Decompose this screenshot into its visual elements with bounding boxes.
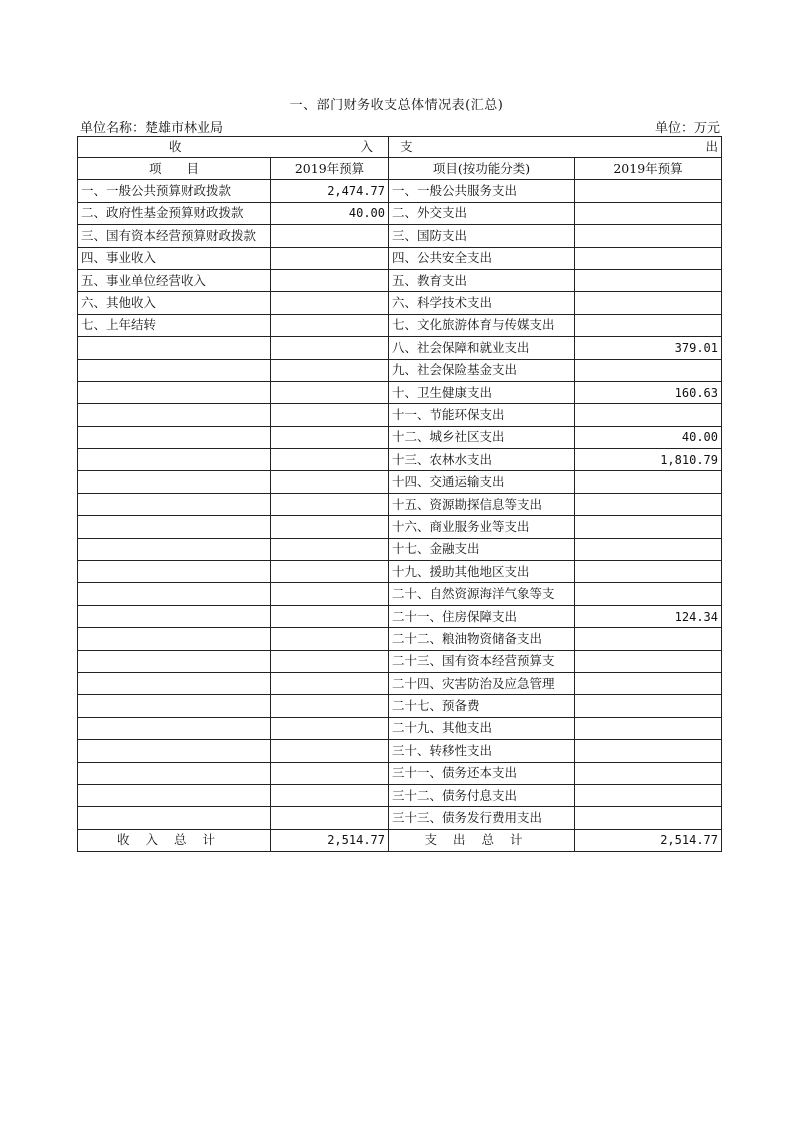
table-row [78,426,722,448]
expense-value-cell [575,269,722,291]
income-item-cell: 五、事业单位经营收入 [78,269,271,291]
table-row [78,807,722,829]
expense-item-cell: 三十三、债务发行费用支出 [389,807,575,829]
income-total-label: 收入总计 [78,829,271,851]
income-item-cell [78,784,271,806]
expense-item-cell: 五、教育支出 [389,269,575,291]
expense-item-cell: 一、一般公共服务支出 [389,180,575,202]
expense-item-cell: 七、文化旅游体育与传媒支出 [389,314,575,336]
income-item-cell: 七、上年结转 [78,314,271,336]
expense-value-cell [575,202,722,224]
table-row [78,516,722,538]
income-item-cell [78,381,271,403]
income-value-cell [271,493,389,515]
income-item-cell [78,628,271,650]
income-item-cell [78,493,271,515]
income-item-cell [78,672,271,694]
income-value-cell [271,359,389,381]
col-header-item: 项 目 [78,158,271,180]
expense-value-cell [575,404,722,426]
income-value-cell [271,538,389,560]
table-row [78,605,722,627]
income-item-cell [78,426,271,448]
table-row [78,381,722,403]
table-row [78,672,722,694]
income-value-cell [271,381,389,403]
income-item-cell [78,807,271,829]
income-item-cell: 一、一般公共预算财政拨款 [78,180,271,202]
table-row [78,314,722,336]
expense-value-cell [575,740,722,762]
expense-item-cell: 四、公共安全支出 [389,247,575,269]
table-row [78,449,722,471]
expense-item-cell: 十一、节能环保支出 [389,404,575,426]
expense-item-cell: 八、社会保障和就业支出 [389,337,575,359]
unit-name: 单位名称：楚雄市林业局 [80,121,224,136]
expense-item-cell: 三十二、债务付息支出 [389,784,575,806]
currency-unit: 单位：万元 [654,121,720,136]
table-row [78,784,722,806]
col-header-expense-budget: 2019年预算 [575,158,722,180]
expense-value-cell: 379.01 [575,337,722,359]
expense-item-cell: 十六、商业服务业等支出 [389,516,575,538]
income-value-cell [271,784,389,806]
income-header-char-1: 收 [169,139,182,154]
table-row [78,493,722,515]
table-row [78,359,722,381]
expense-value-cell [575,650,722,672]
income-value-cell [271,426,389,448]
expense-value-cell [575,292,722,314]
income-value-cell [271,628,389,650]
header-row-columns [78,158,722,180]
budget-table [77,136,722,852]
expense-value-cell [575,583,722,605]
income-value-cell [271,672,389,694]
expense-item-cell: 二、外交支出 [389,202,575,224]
expense-value-cell [575,180,722,202]
income-item-cell [78,516,271,538]
page-title: 一、部门财务收支总体情况表(汇总) [289,98,504,113]
income-value-cell [271,314,389,336]
expense-value-cell [575,807,722,829]
expense-item-cell: 二十二、粮油物资储备支出 [389,628,575,650]
income-value-cell: 2,474.77 [271,180,389,202]
income-item-cell [78,695,271,717]
expense-value-cell [575,561,722,583]
expense-item-cell: 十九、援助其他地区支出 [389,561,575,583]
expense-value-cell [575,784,722,806]
expense-item-cell: 二十、自然资源海洋气象等支 [389,583,575,605]
income-item-cell [78,561,271,583]
income-value-cell [271,471,389,493]
expense-item-cell: 六、科学技术支出 [389,292,575,314]
income-value-cell [271,269,389,291]
expense-item-cell: 九、社会保险基金支出 [389,359,575,381]
expense-value-cell [575,538,722,560]
expense-value-cell: 40.00 [575,426,722,448]
income-item-cell [78,337,271,359]
income-value-cell [271,449,389,471]
income-value-cell [271,605,389,627]
expense-value-cell [575,314,722,336]
income-value-cell [271,247,389,269]
income-value-cell [271,292,389,314]
expense-item-cell: 三十、转移性支出 [389,740,575,762]
income-value-cell [271,650,389,672]
expense-value-cell [575,493,722,515]
expense-value-cell [575,225,722,247]
table-row [78,202,722,224]
table-row [78,269,722,291]
income-item-cell: 三、国有资本经营预算财政拨款 [78,225,271,247]
col-header-budget: 2019年预算 [271,158,389,180]
table-row [78,650,722,672]
income-value-cell [271,807,389,829]
income-value-cell [271,740,389,762]
table-row [78,762,722,784]
expense-total-label: 支出总计 [389,829,575,851]
expense-value-cell [575,247,722,269]
col-header-expense-item: 项目(按功能分类) [389,158,575,180]
expense-value-cell [575,672,722,694]
table-row [78,337,722,359]
table-row [78,404,722,426]
expense-value-cell: 1,810.79 [575,449,722,471]
expense-item-cell: 十三、农林水支出 [389,449,575,471]
income-item-cell [78,605,271,627]
expense-item-cell: 二十一、住房保障支出 [389,605,575,627]
expense-value-cell [575,359,722,381]
expense-value-cell [575,628,722,650]
expense-value-cell [575,762,722,784]
totals-row [78,829,722,851]
income-item-cell [78,359,271,381]
expense-value-cell [575,471,722,493]
table-row [78,561,722,583]
table-row [78,471,722,493]
income-item-cell [78,717,271,739]
income-item-cell [78,583,271,605]
table-row [78,717,722,739]
expense-item-cell: 二十四、灾害防治及应急管理 [389,672,575,694]
income-item-cell [78,471,271,493]
income-total-value: 2,514.77 [271,829,389,851]
expense-item-cell: 十七、金融支出 [389,538,575,560]
expense-item-cell: 十四、交通运输支出 [389,471,575,493]
expense-total-value: 2,514.77 [575,829,722,851]
income-value-cell [271,337,389,359]
income-item-cell: 四、事业收入 [78,247,271,269]
table-row [78,180,722,202]
income-value-cell [271,762,389,784]
expense-header-char-2: 出 [705,139,718,154]
income-value-cell [271,516,389,538]
income-item-cell [78,404,271,426]
income-value-cell [271,695,389,717]
income-item-cell [78,449,271,471]
expense-section-header [389,137,722,158]
income-value-cell [271,225,389,247]
expense-item-cell: 二十七、预备费 [389,695,575,717]
income-item-cell: 六、其他收入 [78,292,271,314]
table-row [78,247,722,269]
income-value-cell: 40.00 [271,202,389,224]
expense-item-cell: 十五、资源勘探信息等支出 [389,493,575,515]
expense-item-cell: 三、国防支出 [389,225,575,247]
table-row [78,292,722,314]
expense-item-cell: 二十三、国有资本经营预算支 [389,650,575,672]
income-value-cell [271,583,389,605]
expense-header-char-1: 支 [400,139,413,154]
income-item-cell [78,650,271,672]
table-row [78,695,722,717]
table-row [78,628,722,650]
expense-value-cell [575,717,722,739]
income-header-char-2: 入 [360,139,373,154]
expense-item-cell: 三十一、债务还本支出 [389,762,575,784]
expense-value-cell: 124.34 [575,605,722,627]
income-item-cell [78,538,271,560]
expense-value-cell [575,516,722,538]
income-item-cell [78,740,271,762]
income-item-cell: 二、政府性基金预算财政拨款 [78,202,271,224]
income-section-header [78,137,389,158]
header-row-section [78,137,722,158]
income-value-cell [271,404,389,426]
table-row [78,225,722,247]
table-row [78,538,722,560]
income-value-cell [271,717,389,739]
expense-value-cell [575,695,722,717]
table-row [78,740,722,762]
expense-item-cell: 十、卫生健康支出 [389,381,575,403]
table-row [78,583,722,605]
expense-item-cell: 二十九、其他支出 [389,717,575,739]
income-value-cell [271,561,389,583]
expense-value-cell: 160.63 [575,381,722,403]
income-item-cell [78,762,271,784]
expense-item-cell: 十二、城乡社区支出 [389,426,575,448]
